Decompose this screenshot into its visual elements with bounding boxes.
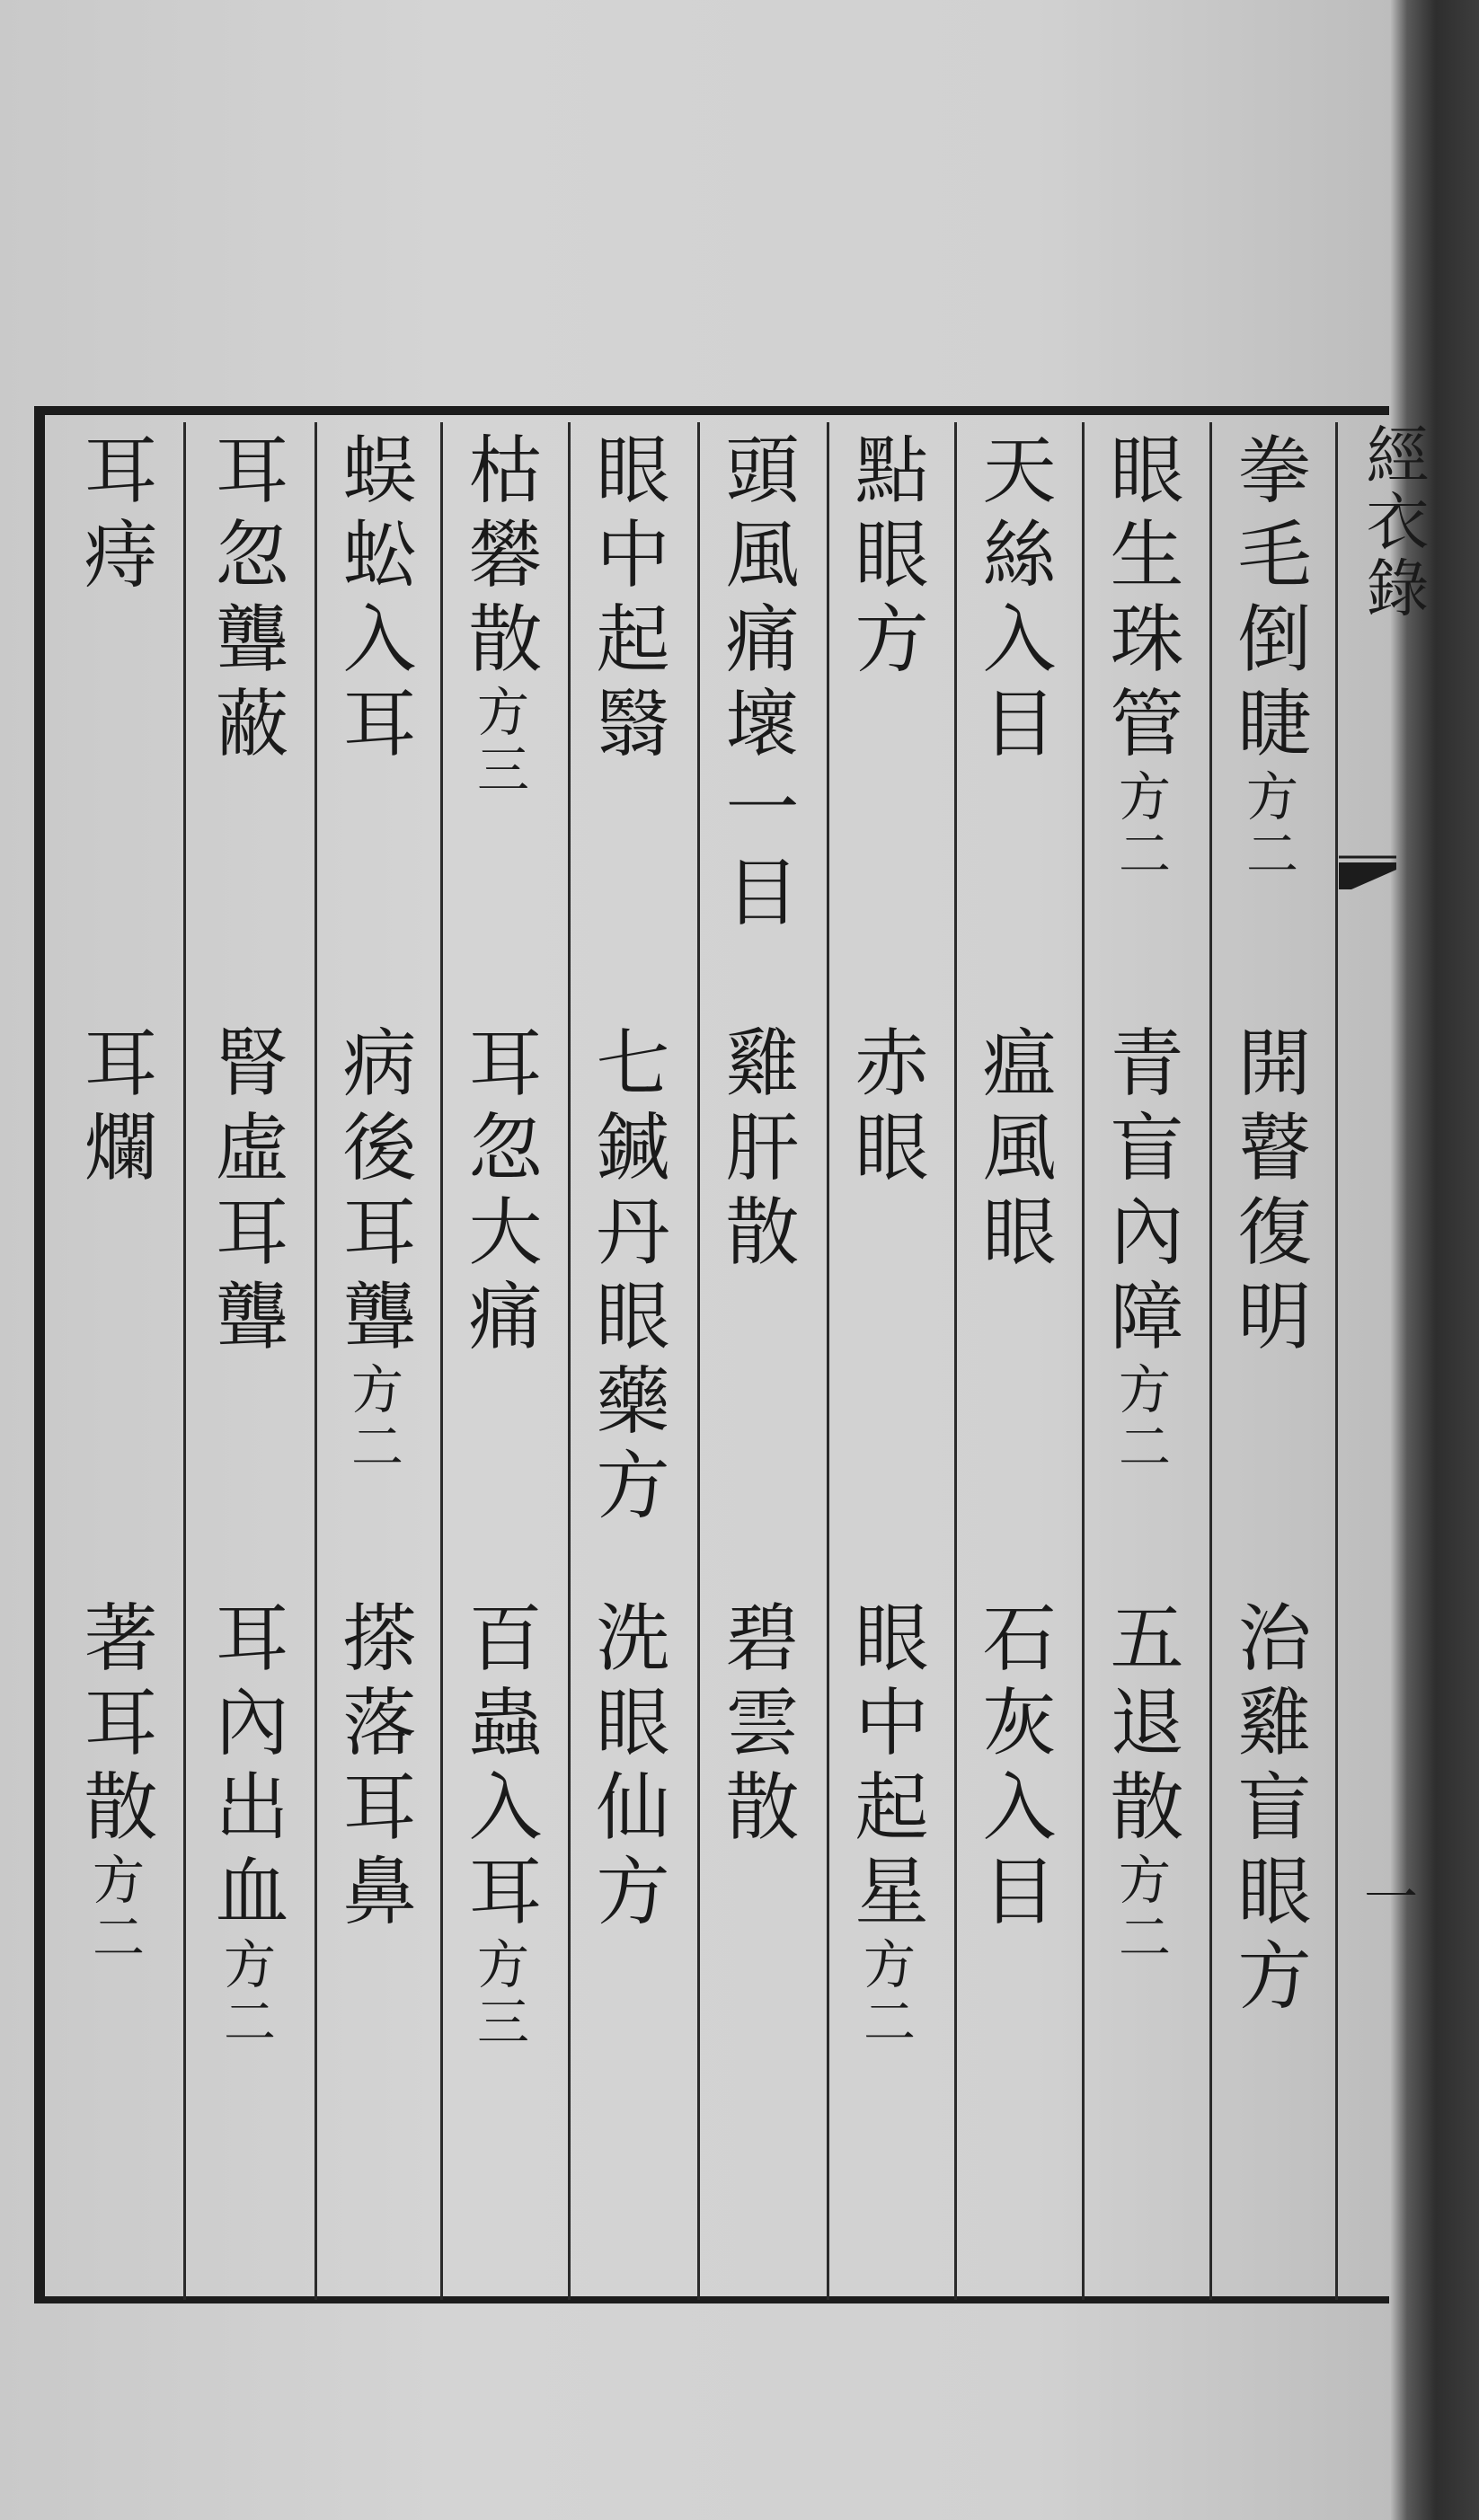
- column-divider: [440, 422, 443, 2300]
- entry-heading: 耳忽大痛: [456, 1024, 542, 1362]
- column-divider: [697, 422, 700, 2300]
- entry-heading: 耳痔: [72, 431, 157, 600]
- entry-heading: 耳忽聾蔽: [203, 431, 288, 769]
- entry-heading: 開瞽復明: [1226, 1024, 1311, 1362]
- column-divider: [1209, 422, 1212, 2300]
- entry-heading: 枯礬散方三: [456, 431, 542, 800]
- entry-heading: 著耳散方二: [72, 1599, 157, 1967]
- entry-heading: 耳內出血方二: [203, 1599, 288, 2052]
- entry-heading: 天絲入目: [970, 431, 1056, 769]
- fishtail-mark: [1339, 853, 1396, 916]
- entry-heading: 百蟲入耳方三: [456, 1599, 542, 2052]
- entry-heading: 病後耳聾方二: [331, 1024, 416, 1477]
- entry-heading: 腎虛耳聾: [203, 1024, 288, 1362]
- margin-book-title: 經衣錄: [1356, 422, 1430, 622]
- entry-heading: 石灰入目: [970, 1599, 1056, 1937]
- entry-heading: 眼生珠管方二: [1098, 431, 1183, 884]
- margin-page-number: 一: [1355, 1869, 1418, 1923]
- column-divider: [827, 422, 829, 2300]
- column-divider: [568, 422, 571, 2300]
- entry-heading: 五退散方二: [1098, 1599, 1183, 1967]
- entry-heading: 眼中起翳: [584, 431, 669, 769]
- entry-heading: 蜈蚣入耳: [331, 431, 416, 769]
- entry-heading: 治雞盲眼方: [1226, 1599, 1311, 2021]
- book-spine: [1407, 0, 1479, 2520]
- entry-heading: 耳爛: [72, 1024, 157, 1193]
- column-divider: [314, 422, 317, 2300]
- entry-heading: 青盲內障方二: [1098, 1024, 1183, 1477]
- entry-heading: 赤眼: [843, 1024, 928, 1193]
- entry-heading: 洗眼仙方: [584, 1599, 669, 1937]
- entry-heading: 七鍼丹眼藥方: [584, 1024, 669, 1531]
- column-divider: [1335, 422, 1338, 2300]
- entry-heading: 搽落耳鼻: [331, 1599, 416, 1937]
- entry-heading: 碧雲散: [713, 1599, 799, 1852]
- entry-heading: 拳毛倒睫方二: [1226, 431, 1311, 884]
- column-divider: [954, 422, 957, 2300]
- column-divider: [1082, 422, 1085, 2300]
- entry-heading: 瘟風眼: [970, 1024, 1056, 1278]
- entry-heading: 頭風痛壞一目: [713, 431, 799, 938]
- entry-heading: 眼中起星方二: [843, 1599, 928, 2052]
- entry-heading: 點眼方: [843, 431, 928, 685]
- entry-heading: 雞肝散: [713, 1024, 799, 1278]
- column-divider: [183, 422, 186, 2300]
